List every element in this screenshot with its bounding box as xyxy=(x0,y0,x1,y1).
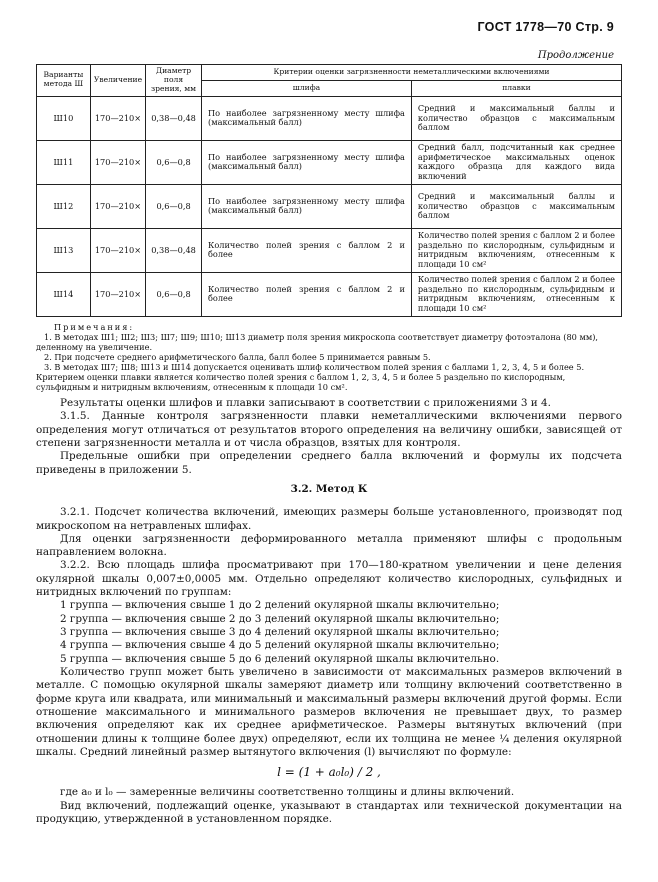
cell-diam: 0,6—0,8 xyxy=(146,184,202,228)
body-text xyxy=(36,397,622,826)
group-item: 5 группа — включения свыше 5 до 6 делений окулярной шкалы включительно. xyxy=(60,652,500,665)
paragraph: Вид включений, подлежащий оценке, указывают в стандартах или технической документации на продукцию, утвержденной в установленном порядке. xyxy=(36,799,622,826)
cell-section: По наиболее загрязненному месту шлифа (максимальный балл) xyxy=(202,140,412,184)
table-row xyxy=(37,140,622,184)
table-row xyxy=(37,184,622,228)
cell-mag: 170—210× xyxy=(90,184,145,228)
cell-melt: Количество полей зрения с баллом 2 и более раздельно по кислородным, сульфидным и нитридным включениям, отнесенным к площади 10 см² xyxy=(411,228,621,272)
cell-mag: 170—210× xyxy=(90,272,145,316)
notes-title: Примечания: xyxy=(54,322,135,332)
col-criteria: Критерии оценки загрязненности неметаллическими включениями xyxy=(202,65,622,81)
paragraph: Для оценки загрязненности деформированного металла применяют шлифы с продольным направлением волокна. xyxy=(36,532,622,559)
col-melt: плавки xyxy=(411,80,621,96)
col-diameter: Диаметр поля зрения, мм xyxy=(146,65,202,97)
paragraph: 3.1.5. Данные контроля загрязненности плавки неметаллическими включениями первого определения могут отличаться от результатов второго определения на величину ошибки, зависящей от степени загрязненности металла и от числа образцов, взятых для контроля. xyxy=(36,410,622,449)
cell-diam: 0,6—0,8 xyxy=(146,140,202,184)
cell-mag: 170—210× xyxy=(90,96,145,140)
formula: l = (1 + a₀l₀) / 2 , xyxy=(277,765,381,780)
group-item: 3 группа — включения свыше 3 до 4 делений окулярной шкалы включительно; xyxy=(60,626,500,638)
cell-section: По наиболее загрязненному месту шлифа (максимальный балл) xyxy=(202,96,412,140)
group-item: 4 группа — включения свыше 4 до 5 делений окулярной шкалы включительно; xyxy=(60,639,500,652)
table-row xyxy=(37,228,622,272)
cell-melt: Средний и максимальный баллы и количество образцов с максимальным баллом xyxy=(411,96,621,140)
criteria-table xyxy=(36,64,622,317)
cell-melt: Средний и максимальный баллы и количество образцов с максимальным баллом xyxy=(411,184,621,228)
note-3: 3. В методах Ш7; Ш8; Ш13 и Ш14 допускается оценивать шлиф количеством полей зрения с баллами 1, 2, 3, 4, 5 и более 5. Критерием оценки плавки является количество полей зрения с баллом 1, 2, 3, 4, 5 и более 5 раздельно по кислородным, сульфидным и нитридным включениям, отнесенным к площади 10 см². xyxy=(36,362,585,392)
paragraph: Количество групп может быть увеличено в зависимости от максимальных размеров включений в металле. С помощью окулярной шкалы замеряют диаметр или толщину включений соответственно в форме круга или квадрата, или минимальный и максимальный размеры включений другой формы. Если отношение максимального и минимального размеров включения не превышает двух, то размер включения определяют как их среднее арифметическое. Размеры вытянутых включений (при отношении длины к толщине более двух) определяют, если их толщина не менее ¼ деления окулярной шкалы. Средний линейный размер вытянутого включения (l) вычисляют по формуле: xyxy=(36,665,622,758)
cell-variant: Ш12 xyxy=(37,184,91,228)
page-header: ГОСТ 1778—70 Стр. 9 xyxy=(477,20,614,34)
cell-variant: Ш11 xyxy=(37,140,91,184)
cell-diam: 0,38—0,48 xyxy=(146,228,202,272)
cell-section: Количество полей зрения с баллом 2 и более xyxy=(202,228,412,272)
table-notes xyxy=(36,322,622,392)
continuation-label: Продолжение xyxy=(537,50,614,61)
note-2: 2. При подсчете среднего арифметического балла, балл более 5 принимается равным 5. xyxy=(44,352,431,362)
col-variant: Варианты метода Ш xyxy=(37,65,91,97)
cell-section: По наиболее загрязненному месту шлифа (максимальный балл) xyxy=(202,184,412,228)
cell-diam: 0,6—0,8 xyxy=(146,272,202,316)
cell-variant: Ш14 xyxy=(37,272,91,316)
cell-mag: 170—210× xyxy=(90,140,145,184)
cell-melt: Средний балл, подсчитанный как среднее арифметическое максимальных оценок каждого образца для каждого вида включений xyxy=(411,140,621,184)
col-magnification: Увеличение xyxy=(90,65,145,97)
table-row xyxy=(37,272,622,316)
cell-variant: Ш10 xyxy=(37,96,91,140)
cell-melt: Количество полей зрения с баллом 2 и более раздельно по кислородным, сульфидным и нитридным включениям, отнесенным к площади 10 см² xyxy=(411,272,621,316)
cell-variant: Ш13 xyxy=(37,228,91,272)
cell-mag: 170—210× xyxy=(90,228,145,272)
cell-diam: 0,38—0,48 xyxy=(146,96,202,140)
note-1: 1. В методах Ш1; Ш2; Ш3; Ш7; Ш9; Ш10; Ш13 диаметр поля зрения микроскопа соответствует диаметру фотоэталона (80 мм), деленному на увеличение. xyxy=(36,332,599,352)
paragraph: Предельные ошибки при определении среднего балла включений и формулы их подсчета приведены в приложении 5. xyxy=(36,450,622,476)
paragraph: где a₀ и l₀ — замеренные величины соответственно толщины и длины включений. xyxy=(60,786,515,799)
cell-section: Количество полей зрения с баллом 2 и более xyxy=(202,272,412,316)
group-item: 1 группа — включения свыше 1 до 2 делений окулярной шкалы включительно; xyxy=(60,599,500,612)
section-heading: 3.2. Метод К xyxy=(290,482,368,495)
col-section: шлифа xyxy=(202,80,412,96)
table-row xyxy=(37,96,622,140)
paragraph: Результаты оценки шлифов и плавки записывают в соответствии с приложениями 3 и 4. xyxy=(60,397,551,409)
paragraph: 3.2.2. Всю площадь шлифа просматривают при 170—180-кратном увеличении и цене деления окулярной шкалы 0,007±0,0005 мм. Отдельно определяют количество кислородных, сульфидных и нитридных включений по группам: xyxy=(36,559,622,599)
group-item: 2 группа — включения свыше 2 до 3 делений окулярной шкалы включительно; xyxy=(60,612,500,625)
paragraph: 3.2.1. Подсчет количества включений, имеющих размеры больше установленного, производят под микроскопом на нетравленых шлифах. xyxy=(36,506,622,532)
